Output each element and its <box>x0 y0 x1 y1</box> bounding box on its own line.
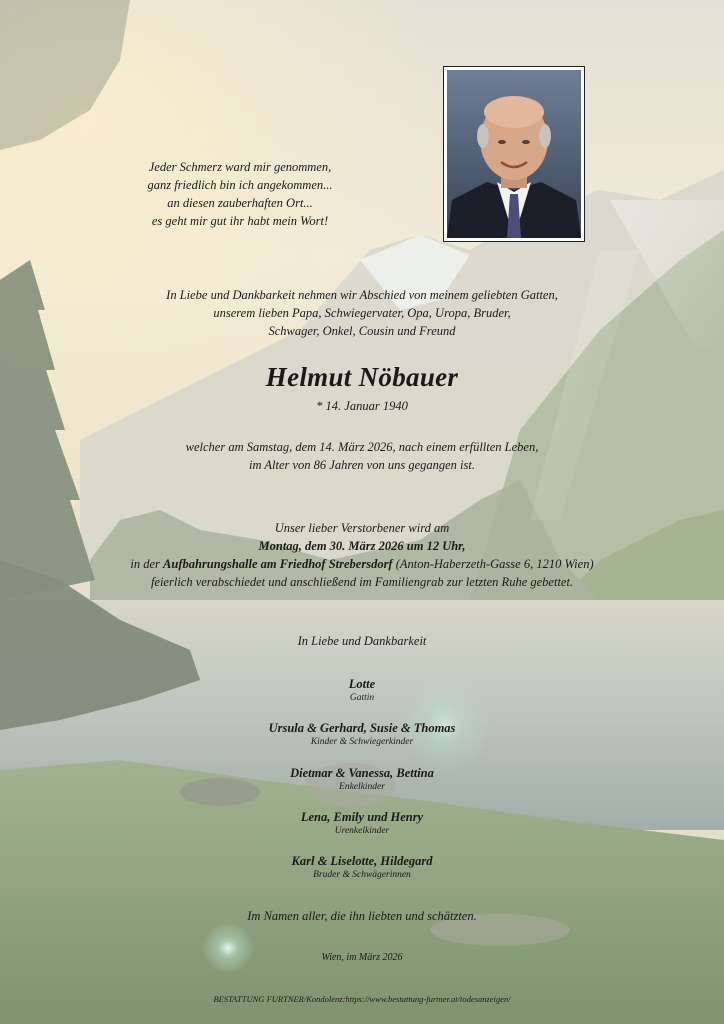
closing-text: Im Namen aller, die ihn liebten und schätzten. <box>247 909 477 923</box>
funeral-date <box>0 537 724 555</box>
death-line: welcher am Samstag, dem 14. März 2026, nach einem erfüllten Leben, <box>185 440 539 454</box>
family-names: Lena, Emily und Henry <box>300 810 424 824</box>
family-relation: Kinder & Schwiegerkinder <box>310 737 414 747</box>
intro-text <box>0 286 724 340</box>
death-notice <box>0 438 724 474</box>
funeral-location-hall: Aufbahrungshalle am Friedhof Strebersdorf <box>163 557 393 571</box>
poem-line: an diesen zauberhaften Ort... <box>167 196 313 210</box>
family-relation: Enkelkinder <box>339 782 385 792</box>
funeral-location-pre: in der <box>130 557 164 571</box>
funeral-date-text: Montag, dem 30. März 2026 um 12 Uhr, <box>258 539 466 553</box>
family-entry <box>0 676 724 705</box>
family-relation: Urenkelkinder <box>334 826 390 836</box>
deceased-name: Helmut Nöbauer <box>265 362 459 392</box>
family-names: Lotte <box>348 677 376 691</box>
family-names: Karl & Liselotte, Hildegard <box>291 854 433 868</box>
death-line: im Alter von 86 Jahren von uns gegangen ist. <box>248 458 475 472</box>
funeral-line: feierlich verabschiedet und anschließend im Familiengrab zur letzten Ruhe gebettet. <box>150 575 574 589</box>
family-entry <box>0 765 724 794</box>
footer-credit: BESTATTUNG FURTNER/Kondolenz:https://www.bestattung-furtner.at/todesanzeigen/ <box>213 994 511 1004</box>
place-date: Wien, im März 2026 <box>321 952 403 963</box>
portrait-photo <box>443 66 585 242</box>
intro-line: Schwager, Onkel, Cousin und Freund <box>268 324 456 338</box>
family-entry <box>0 809 724 838</box>
poem-line: es geht mir gut ihr habt mein Wort! <box>151 214 329 228</box>
poem-line: Jeder Schmerz ward mir genommen, <box>148 160 332 174</box>
poem <box>100 158 380 230</box>
birth-date: * 14. Januar 1940 <box>316 399 408 413</box>
funeral-location-address: (Anton-Haberzeth-Gasse 6, 1210 Wien) <box>392 557 594 571</box>
family-entry <box>0 853 724 882</box>
intro-line: In Liebe und Dankbarkeit nehmen wir Abschied von meinem geliebten Gatten, <box>166 288 558 302</box>
funeral-info <box>0 519 724 591</box>
intro-line: unserem lieben Papa, Schwiegervater, Opa, Uropa, Bruder, <box>213 306 511 320</box>
funeral-location <box>0 555 724 573</box>
family-relation: Bruder & Schwägerinnen <box>313 870 411 880</box>
family-names: Ursula & Gerhard, Susie & Thomas <box>268 721 456 735</box>
family-names: Dietmar & Vanessa, Bettina <box>290 766 434 780</box>
family-entry <box>0 720 724 749</box>
thanks-heading: In Liebe und Dankbarkeit <box>297 634 427 648</box>
family-relation: Gattin <box>349 693 375 703</box>
poem-line: ganz friedlich bin ich angekommen... <box>147 178 333 192</box>
portrait-image <box>447 70 581 238</box>
funeral-line: Unser lieber Verstorbener wird am <box>274 521 450 535</box>
